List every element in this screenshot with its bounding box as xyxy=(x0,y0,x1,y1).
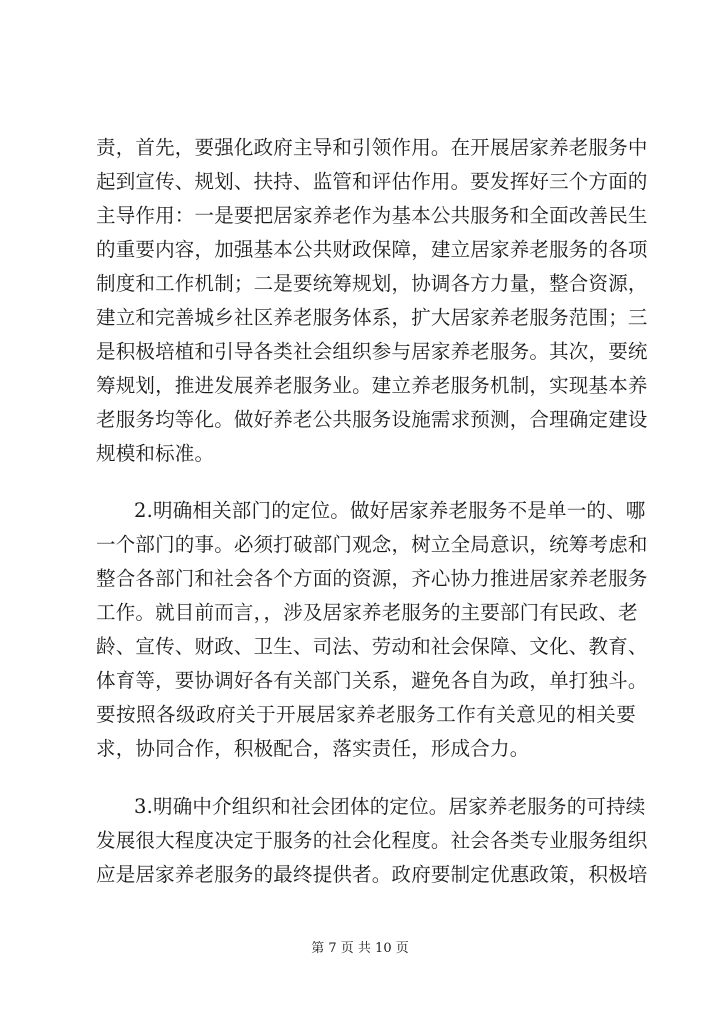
text-line: 整合各部门和社会各个方面的资源，齐心协力推进居家养老服务 xyxy=(96,567,648,590)
text-line: 发展很大程度决定于服务的社会化程度。社会各类专业服务组织 xyxy=(96,829,648,852)
paragraph-first-line: 2.明确相关部门的定位。做好居家养老服务不是单一的、哪 xyxy=(134,499,646,522)
text-line: 一个部门的事。必须打破部门观念，树立全局意识，统筹考虑和 xyxy=(96,533,648,556)
text-line: 筹规划，推进发展养老服务业。建立养老服务机制，实现基本养 xyxy=(96,374,648,397)
text-line: 体育等，要协调好各有关部门关系，避免各自为政，单打独斗。 xyxy=(96,669,648,692)
text-line: 工作。就目前而言，，涉及居家养老服务的主要部门有民政、老 xyxy=(96,601,638,624)
text-line: 是积极培植和引导各类社会组织参与居家养老服务。其次，要统 xyxy=(96,340,648,363)
text-line: 老服务均等化。做好养老公共服务设施需求预测，合理确定建设 xyxy=(96,408,648,431)
text-line: 制度和工作机制；二是要统筹规划，协调各方力量，整合资源， xyxy=(96,272,648,295)
text-line: 建立和完善城乡社区养老服务体系，扩大居家养老服务范围；三 xyxy=(96,306,648,329)
text-line: 求，协同合作，积极配合，落实责任，形成合力。 xyxy=(96,737,530,760)
page-number-footer: 第 7 页 共 10 页 xyxy=(311,941,409,956)
text-line: 应是居家养老服务的最终提供者。政府要制定优惠政策，积极培 xyxy=(96,863,648,886)
text-line: 主导作用：一是要把居家养老作为基本公共服务和全面改善民生 xyxy=(96,204,648,227)
text-line: 规模和标准。 xyxy=(96,442,215,465)
text-line: 的重要内容，加强基本公共财政保障，建立居家养老服务的各项 xyxy=(96,238,648,261)
paragraph-first-line: 3.明确中介组织和社会团体的定位。居家养老服务的可持续 xyxy=(134,795,646,818)
text-line: 责，首先，要强化政府主导和引领作用。在开展居家养老服务中 xyxy=(96,136,648,159)
text-line: 龄、宣传、财政、卫生、司法、劳动和社会保障、文化、教育、 xyxy=(96,635,648,658)
text-line: 起到宣传、规划、扶持、监管和评估作用。要发挥好三个方面的 xyxy=(96,170,648,193)
text-line: 要按照各级政府关于开展居家养老服务工作有关意见的相关要 xyxy=(96,703,636,726)
